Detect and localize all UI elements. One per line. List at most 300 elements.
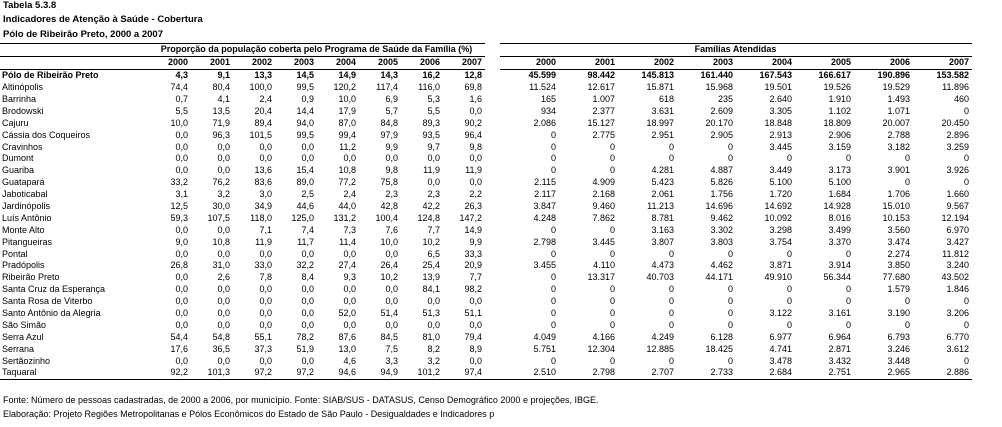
municipality-name: Dumont (2, 153, 34, 164)
coverage-cell: 26,8 (170, 260, 188, 271)
families-cell: 11.812 (942, 248, 969, 259)
coverage-cell: 9,0 (175, 236, 188, 247)
coverage-cell: 3,1 (175, 189, 188, 200)
families-cell: 2.798 (533, 236, 556, 247)
column-gap (485, 153, 500, 165)
coverage-cell: 17,6 (170, 343, 188, 354)
families-cell: 15.871 (646, 82, 674, 93)
coverage-cell: 0,0 (175, 319, 188, 330)
coverage-cell: 11,9 (255, 236, 272, 247)
coverage-cell: 15,4 (296, 165, 314, 176)
table-row (0, 117, 972, 129)
coverage-cell: 0,0 (259, 319, 272, 330)
families-cell: 4.166 (592, 331, 615, 342)
coverage-cell: 0,0 (385, 284, 398, 295)
municipality-name: Pólo de Ribeirão Preto (2, 70, 99, 81)
families-cell: 12.194 (941, 212, 969, 223)
column-gap (485, 224, 500, 236)
families-cell: 20.450 (941, 117, 969, 128)
year-header-pct: 2000 (149, 56, 191, 69)
coverage-cell: 0,0 (175, 308, 188, 319)
coverage-cell: 101,3 (191, 367, 233, 379)
year-header-pct: 2002 (233, 56, 275, 69)
coverage-cell: 9,7 (427, 141, 440, 152)
families-cell: 0 (786, 296, 792, 307)
families-cell: 3.871 (769, 260, 792, 271)
year-header-pct: 2001 (191, 56, 233, 69)
coverage-cell: 71,9 (212, 117, 230, 128)
families-cell: 1.910 (828, 94, 851, 104)
families-cell: 2.951 (651, 129, 674, 140)
coverage-cell: 2,4 (259, 94, 272, 104)
coverage-cell: 0,0 (301, 284, 314, 295)
coverage-cell: 0,0 (259, 296, 272, 307)
families-cell: 165 (540, 94, 556, 104)
families-cell: 1.756 (710, 189, 733, 200)
families-cell: 0 (963, 319, 969, 330)
coverage-cell: 93,5 (422, 129, 440, 140)
coverage-cell: 125,0 (291, 212, 314, 223)
column-gap (485, 69, 500, 81)
families-cell: 12.617 (587, 82, 615, 93)
families-cell: 6.964 (828, 331, 851, 342)
coverage-cell: 3,0 (259, 189, 272, 200)
families-cell: 0 (904, 153, 910, 164)
families-cell: 4.887 (710, 165, 733, 176)
families-cell: 0 (963, 296, 969, 307)
families-cell: 0 (727, 355, 733, 366)
column-gap (485, 212, 500, 224)
families-cell: 4.249 (651, 331, 674, 342)
coverage-cell: 20,4 (254, 105, 272, 116)
column-gap (485, 296, 500, 308)
families-cell: 0 (727, 248, 733, 259)
families-cell: 3.182 (887, 141, 910, 152)
total-row (0, 69, 972, 81)
group-header-families: Famílias Atendidas (500, 44, 972, 57)
families-cell: 7.862 (592, 212, 615, 223)
families-cell: 1.660 (946, 189, 969, 200)
coverage-cell: 0,0 (217, 355, 230, 366)
coverage-cell: 0,0 (175, 153, 188, 164)
coverage-cell: 16,2 (422, 70, 440, 81)
families-cell: 3.206 (946, 308, 969, 319)
table-row (0, 319, 972, 331)
families-cell: 56.344 (823, 272, 851, 283)
coverage-cell: 3,2 (427, 355, 440, 366)
families-cell: 0 (963, 177, 969, 188)
coverage-cell: 74,4 (170, 82, 188, 93)
families-cell: 49.910 (764, 272, 792, 283)
year-header-fam: 2007 (913, 56, 972, 69)
families-cell: 43.502 (941, 272, 969, 283)
families-cell: 3.302 (710, 224, 733, 235)
year-header-pct: 2007 (443, 56, 485, 69)
coverage-cell: 5,5 (175, 105, 188, 116)
families-cell: 9.462 (710, 212, 733, 223)
table-row (0, 212, 972, 224)
column-gap (485, 308, 500, 320)
families-cell: 1.706 (887, 189, 910, 200)
families-cell: 2.751 (795, 367, 854, 379)
table-number: Tabela 5.3.8 (3, 0, 57, 11)
families-cell: 2.788 (887, 129, 910, 140)
families-cell: 18.809 (823, 117, 851, 128)
coverage-cell: 0,0 (469, 319, 482, 330)
table-row (0, 284, 972, 296)
families-cell: 5.100 (828, 177, 851, 188)
coverage-cell: 14,5 (296, 70, 314, 81)
families-cell: 2.905 (710, 129, 733, 140)
families-cell: 4.473 (651, 260, 674, 271)
families-cell: 13.317 (587, 272, 615, 283)
municipality-name: Cravinhos (2, 141, 43, 152)
families-cell: 0 (550, 248, 556, 259)
families-cell: 0 (904, 296, 910, 307)
year-header-fam: 2005 (795, 56, 854, 69)
table-row (0, 355, 972, 367)
coverage-cell: 7,8 (259, 272, 272, 283)
families-cell: 2.707 (618, 367, 677, 379)
coverage-cell: 0,0 (217, 153, 230, 164)
coverage-cell: 124,8 (417, 212, 440, 223)
coverage-cell: 118,0 (250, 212, 272, 223)
coverage-cell: 0,0 (427, 319, 440, 330)
coverage-cell: 89,0 (296, 177, 314, 188)
municipality-name: Pradópolis (2, 260, 45, 271)
coverage-cell: 12,8 (464, 70, 482, 81)
coverage-cell: 0,0 (217, 319, 230, 330)
column-gap (485, 56, 500, 69)
families-cell: 3.305 (769, 105, 792, 116)
table-row (0, 189, 972, 201)
coverage-cell: 77,2 (338, 177, 356, 188)
coverage-cell: 87,6 (338, 331, 356, 342)
families-cell: 3.240 (946, 260, 969, 271)
families-cell: 3.847 (533, 201, 556, 212)
coverage-cell: 0,0 (301, 308, 314, 319)
coverage-cell: 0,0 (343, 248, 356, 259)
families-cell: 0 (845, 319, 851, 330)
families-cell: 3.926 (946, 165, 969, 176)
families-cell: 0 (963, 153, 969, 164)
families-cell: 0 (786, 248, 792, 259)
families-cell: 8.016 (828, 212, 851, 223)
families-cell: 3.246 (887, 343, 910, 354)
coverage-cell: 34,9 (254, 201, 272, 212)
families-cell: 0 (727, 153, 733, 164)
coverage-cell: 25,4 (422, 260, 440, 271)
coverage-cell: 2,3 (385, 189, 398, 200)
column-gap (485, 201, 500, 213)
families-cell: 3.122 (769, 308, 792, 319)
coverage-cell: 6,5 (427, 248, 440, 259)
coverage-cell: 51,4 (380, 308, 398, 319)
coverage-cell: 147,2 (459, 212, 482, 223)
coverage-cell: 4,1 (217, 94, 230, 104)
families-cell: 15.968 (705, 82, 733, 93)
table-row (0, 343, 972, 355)
families-cell: 14.928 (823, 201, 851, 212)
coverage-cell: 0,0 (259, 308, 272, 319)
coverage-cell: 0,0 (175, 296, 188, 307)
families-cell: 2.733 (677, 367, 736, 379)
families-cell: 0 (668, 355, 674, 366)
coverage-cell: 44,0 (338, 201, 356, 212)
table-subtitle: Pólo de Ribeirão Preto, 2000 a 2007 (3, 29, 163, 40)
coverage-cell: 75,8 (380, 177, 398, 188)
coverage-cell: 0,0 (469, 153, 482, 164)
coverage-cell: 0,0 (217, 248, 230, 259)
families-cell: 12.885 (646, 343, 674, 354)
families-cell: 6.970 (946, 224, 969, 235)
coverage-cell: 11,2 (339, 141, 356, 152)
column-gap (485, 82, 500, 94)
families-cell: 3.445 (769, 141, 792, 152)
year-header-blank (0, 56, 149, 69)
coverage-cell: 0,0 (217, 284, 230, 295)
municipality-name: Santo Antônio da Alegria (2, 308, 101, 319)
families-cell: 3.631 (651, 105, 674, 116)
coverage-cell: 80,4 (212, 82, 230, 93)
coverage-cell: 92,2 (149, 367, 191, 379)
families-cell: 153.582 (936, 70, 969, 81)
families-cell: 2.871 (828, 343, 851, 354)
families-cell: 20.007 (882, 117, 910, 128)
families-cell: 1.846 (946, 284, 969, 295)
families-cell: 0 (668, 153, 674, 164)
municipality-name: Sertãozinho (2, 355, 51, 366)
families-cell: 9.460 (592, 201, 615, 212)
families-cell: 618 (658, 94, 674, 104)
families-cell: 0 (963, 105, 969, 116)
municipality-name: Guatapará (2, 177, 45, 188)
year-header-pct: 2004 (317, 56, 359, 69)
families-cell: 6.977 (769, 331, 792, 342)
families-cell: 2.906 (828, 129, 851, 140)
coverage-cell: 1,6 (469, 94, 482, 104)
families-cell: 0 (786, 319, 792, 330)
column-gap (485, 248, 500, 260)
column-gap (485, 105, 500, 117)
coverage-cell: 101,5 (249, 129, 272, 140)
families-cell: 6.770 (946, 331, 969, 342)
coverage-cell: 0,0 (301, 355, 314, 366)
families-cell: 3.449 (769, 165, 792, 176)
coverage-cell: 51,9 (296, 343, 314, 354)
families-cell: 0 (845, 153, 851, 164)
year-header-fam: 2006 (854, 56, 913, 69)
coverage-cell: 4,3 (175, 70, 188, 81)
coverage-cell: 0,0 (259, 141, 272, 152)
coverage-cell: 14,3 (380, 70, 398, 81)
coverage-cell: 14,9 (338, 70, 356, 81)
families-cell: 0 (609, 284, 615, 295)
coverage-cell: 13,9 (422, 272, 440, 283)
families-cell: 0 (550, 129, 556, 140)
families-cell: 10.153 (882, 212, 910, 223)
families-cell: 0 (609, 165, 615, 176)
year-header-fam: 2002 (618, 56, 677, 69)
coverage-cell: 14,9 (464, 224, 482, 235)
coverage-cell: 84,5 (380, 331, 398, 342)
coverage-cell: 10,2 (422, 236, 440, 247)
coverage-cell: 78,2 (296, 331, 314, 342)
table-row (0, 367, 972, 379)
coverage-cell: 17,9 (338, 105, 356, 116)
coverage-cell: 10,8 (212, 236, 230, 247)
families-cell: 145.813 (641, 70, 674, 81)
coverage-cell: 0,0 (175, 248, 188, 259)
families-cell: 4.248 (533, 212, 556, 223)
coverage-cell: 97,4 (443, 367, 485, 379)
coverage-cell: 0,0 (343, 296, 356, 307)
coverage-cell: 9,1 (217, 70, 230, 81)
coverage-cell: 5,5 (427, 105, 440, 116)
column-gap (485, 165, 500, 177)
coverage-cell: 9,9 (469, 236, 482, 247)
families-cell: 6.793 (887, 331, 910, 342)
coverage-cell: 0,0 (259, 284, 272, 295)
families-cell: 0 (786, 284, 792, 295)
families-cell: 0 (609, 141, 615, 152)
families-cell: 5.423 (651, 177, 674, 188)
column-gap (485, 343, 500, 355)
coverage-cell: 10,2 (380, 272, 398, 283)
coverage-cell: 30,0 (212, 201, 230, 212)
coverage-cell: 8,9 (469, 343, 482, 354)
coverage-cell: 0,0 (301, 141, 314, 152)
coverage-cell: 27,4 (338, 260, 356, 271)
coverage-cell: 54,4 (170, 331, 188, 342)
table-body (0, 69, 972, 379)
coverage-cell: 8,2 (427, 343, 440, 354)
year-header-fam: 2000 (500, 56, 559, 69)
coverage-cell: 0,0 (175, 141, 188, 152)
families-cell: 0 (550, 308, 556, 319)
coverage-cell: 84,1 (422, 284, 440, 295)
municipality-name: Altinópolis (2, 82, 44, 93)
families-cell: 934 (540, 105, 556, 116)
families-cell: 166.617 (818, 70, 851, 81)
coverage-cell: 99,4 (338, 129, 356, 140)
coverage-cell: 100,4 (375, 212, 398, 223)
coverage-cell: 2,6 (217, 272, 230, 283)
table-row (0, 260, 972, 272)
families-cell: 0 (550, 296, 556, 307)
families-cell: 0 (668, 296, 674, 307)
coverage-cell: 54,8 (212, 331, 230, 342)
families-cell: 2.798 (559, 367, 618, 379)
families-cell: 190.896 (877, 70, 910, 81)
families-cell: 1.102 (828, 105, 851, 116)
coverage-cell: 97,2 (233, 367, 275, 379)
families-cell: 1.071 (887, 105, 910, 116)
families-cell: 4.462 (710, 260, 733, 271)
coverage-cell: 0,0 (469, 177, 482, 188)
coverage-cell: 101,2 (401, 367, 443, 379)
families-cell: 0 (550, 165, 556, 176)
municipality-name: Luís Antônio (2, 212, 52, 223)
table-row (0, 296, 972, 308)
families-cell: 2.965 (854, 367, 913, 379)
coverage-cell: 13,3 (254, 70, 272, 81)
municipality-name: Cássia dos Coqueiros (2, 129, 91, 140)
municipality-name: Pontal (2, 248, 28, 259)
coverage-cell: 2,3 (427, 189, 440, 200)
coverage-cell: 0,0 (301, 319, 314, 330)
coverage-cell: 0,0 (427, 296, 440, 307)
coverage-cell: 14,4 (296, 105, 314, 116)
coverage-cell: 79,4 (464, 331, 482, 342)
families-cell: 161.440 (700, 70, 733, 81)
families-cell: 3.807 (651, 236, 674, 247)
families-cell: 0 (668, 319, 674, 330)
families-cell: 3.478 (769, 355, 792, 366)
coverage-cell: 0,7 (175, 94, 188, 104)
coverage-cell: 10,0 (380, 236, 398, 247)
year-header-pct: 2003 (275, 56, 317, 69)
families-cell: 0 (727, 284, 733, 295)
families-cell: 0 (904, 177, 910, 188)
coverage-cell: 7,7 (427, 224, 440, 235)
municipality-name: Serra Azul (2, 331, 44, 342)
families-cell: 0 (963, 355, 969, 366)
coverage-cell: 7,7 (469, 272, 482, 283)
coverage-cell: 31,0 (212, 260, 230, 271)
families-cell: 15.127 (587, 117, 615, 128)
column-gap (485, 177, 500, 189)
coverage-cell: 0,0 (217, 141, 230, 152)
coverage-cell: 7,4 (301, 224, 314, 235)
families-cell: 3.560 (887, 224, 910, 235)
coverage-cell: 32,2 (296, 260, 314, 271)
coverage-cell: 0,0 (427, 177, 440, 188)
families-cell: 2.510 (500, 367, 559, 379)
families-cell: 0 (550, 141, 556, 152)
families-cell: 3.612 (946, 343, 969, 354)
families-cell: 0 (845, 284, 851, 295)
municipality-name: Guariba (2, 165, 35, 176)
coverage-cell: 13,0 (338, 343, 356, 354)
coverage-cell: 83,6 (254, 177, 272, 188)
families-cell: 6.128 (710, 331, 733, 342)
table-row (0, 177, 972, 189)
families-cell: 3.432 (828, 355, 851, 366)
coverage-cell: 96,4 (464, 129, 482, 140)
coverage-cell: 7,3 (343, 224, 356, 235)
families-cell: 3.499 (828, 224, 851, 235)
families-cell: 3.427 (946, 236, 969, 247)
families-cell: 0 (727, 308, 733, 319)
families-cell: 9.567 (946, 201, 969, 212)
coverage-cell: 0,0 (301, 296, 314, 307)
column-gap (485, 94, 500, 106)
municipality-name: Brodowski (2, 105, 44, 116)
coverage-cell: 0,0 (469, 296, 482, 307)
coverage-cell: 96,3 (212, 129, 230, 140)
coverage-cell: 0,0 (175, 355, 188, 366)
group-header-coverage: Proporção da população coberta pelo Programa de Saúde da Família (%) (149, 44, 485, 57)
coverage-cell: 116,0 (418, 82, 440, 93)
table-title: Indicadores de Atenção à Saúde - Cobertura (3, 14, 203, 25)
coverage-cell: 12,5 (170, 201, 188, 212)
coverage-cell: 13,6 (254, 165, 272, 176)
families-cell: 0 (609, 296, 615, 307)
coverage-cell: 3,3 (385, 355, 398, 366)
coverage-cell: 0,0 (385, 296, 398, 307)
coverage-cell: 94,6 (317, 367, 359, 379)
